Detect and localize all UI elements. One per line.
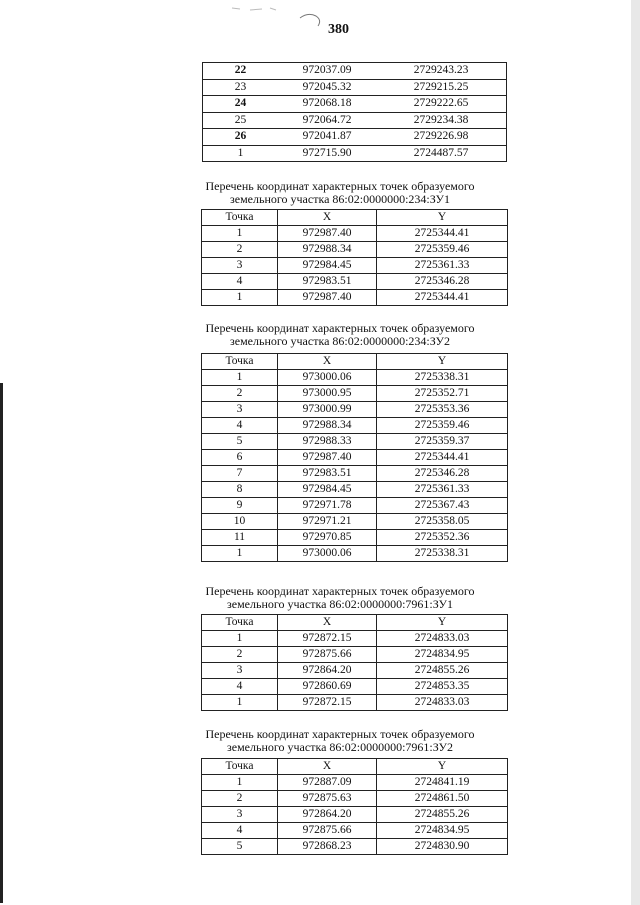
coordinates-table-7961-zu2 — [201, 758, 508, 855]
y-coordinate-cell: 2725359.37 — [377, 434, 508, 450]
y-coordinate-cell: 2724855.26 — [377, 807, 508, 823]
y-coordinate-cell: 2725338.31 — [377, 546, 508, 562]
table-body — [202, 775, 508, 855]
table-caption-234-zu1 — [150, 180, 530, 206]
point-number-cell: 1 — [202, 695, 278, 711]
table-row — [203, 129, 507, 146]
table-row — [202, 647, 508, 663]
table-row — [202, 402, 508, 418]
table-row — [202, 695, 508, 711]
table-caption-234-zu2 — [150, 322, 530, 348]
table-row — [202, 482, 508, 498]
coordinates-table-234-zu2 — [201, 353, 508, 562]
point-number-cell: 25 — [203, 112, 279, 129]
point-number-cell: 4 — [202, 274, 278, 290]
table-row — [202, 386, 508, 402]
caption-line-2: земельного участка 86:02:0000000:234:ЗУ1 — [230, 192, 450, 206]
y-coordinate-cell: 2724855.26 — [377, 663, 508, 679]
point-number-cell: 11 — [202, 530, 278, 546]
table-row — [202, 466, 508, 482]
x-coordinate-cell: 972872.15 — [278, 631, 377, 647]
table-row — [202, 663, 508, 679]
point-number-cell: 1 — [202, 546, 278, 562]
table-row — [202, 258, 508, 274]
table-row — [203, 79, 507, 96]
y-coordinate-cell: 2729234.38 — [376, 112, 507, 129]
table-row — [202, 226, 508, 242]
page-number: 380 — [328, 22, 349, 37]
point-number-cell: 23 — [203, 79, 279, 96]
header-row — [202, 210, 508, 226]
y-coordinate-cell: 2725344.41 — [377, 290, 508, 306]
table-body — [202, 370, 508, 562]
table-row — [202, 290, 508, 306]
point-number-cell: 9 — [202, 498, 278, 514]
caption-line-2: земельного участка 86:02:0000000:7961:ЗУ2 — [227, 740, 453, 754]
x-coordinate-cell: 972068.18 — [278, 96, 376, 113]
x-coordinate-cell: 972988.33 — [278, 434, 377, 450]
x-coordinate-cell: 972984.45 — [278, 258, 377, 274]
x-coordinate-cell: 972988.34 — [278, 418, 377, 434]
caption-line-1: Перечень координат характерных точек образуемого — [205, 179, 475, 193]
column-header-y: Y — [377, 354, 508, 370]
column-header-point: Точка — [202, 354, 278, 370]
x-coordinate-cell: 972983.51 — [278, 466, 377, 482]
point-number-cell: 1 — [202, 775, 278, 791]
point-number-cell: 4 — [202, 418, 278, 434]
y-coordinate-cell: 2724834.95 — [377, 823, 508, 839]
y-coordinate-cell: 2725346.28 — [377, 274, 508, 290]
scan-shadow-edge — [631, 0, 640, 905]
x-coordinate-cell: 972864.20 — [278, 807, 377, 823]
table-row — [202, 807, 508, 823]
point-number-cell: 1 — [202, 370, 278, 386]
column-header-y: Y — [377, 759, 508, 775]
y-coordinate-cell: 2725358.05 — [377, 514, 508, 530]
point-number-cell: 3 — [202, 402, 278, 418]
continuation-table-body — [203, 63, 507, 162]
y-coordinate-cell: 2724487.57 — [376, 145, 507, 162]
y-coordinate-cell: 2725346.28 — [377, 466, 508, 482]
x-coordinate-cell: 972875.63 — [278, 791, 377, 807]
point-number-cell: 3 — [202, 258, 278, 274]
point-number-cell: 1 — [202, 631, 278, 647]
x-coordinate-cell: 972987.40 — [278, 450, 377, 466]
table-row — [202, 514, 508, 530]
y-coordinate-cell: 2729226.98 — [376, 129, 507, 146]
x-coordinate-cell: 972868.23 — [278, 839, 377, 855]
table-row — [202, 418, 508, 434]
point-number-cell: 6 — [202, 450, 278, 466]
point-number-cell: 5 — [202, 434, 278, 450]
point-number-cell: 3 — [202, 807, 278, 823]
table-caption-7961-zu1 — [150, 585, 530, 611]
coordinates-table-7961-zu1 — [201, 614, 508, 711]
header-row — [202, 615, 508, 631]
point-number-cell: 10 — [202, 514, 278, 530]
header-row — [202, 759, 508, 775]
table-body — [202, 631, 508, 711]
x-coordinate-cell: 972864.20 — [278, 663, 377, 679]
x-coordinate-cell: 972875.66 — [278, 823, 377, 839]
y-coordinate-cell: 2725352.36 — [377, 530, 508, 546]
table-row — [203, 63, 507, 80]
table-row — [203, 96, 507, 113]
caption-line-1: Перечень координат характерных точек образуемого — [205, 584, 475, 598]
continuation-coordinates-table — [202, 62, 507, 162]
column-header-point: Точка — [202, 615, 278, 631]
point-number-cell: 2 — [202, 242, 278, 258]
table-row — [202, 450, 508, 466]
x-coordinate-cell: 972037.09 — [278, 63, 376, 80]
y-coordinate-cell: 2724833.03 — [377, 695, 508, 711]
table-row — [203, 112, 507, 129]
column-header-y: Y — [377, 615, 508, 631]
y-coordinate-cell: 2725359.46 — [377, 242, 508, 258]
y-coordinate-cell: 2724841.19 — [377, 775, 508, 791]
caption-line-1: Перечень координат характерных точек образуемого — [205, 727, 475, 741]
column-header-x: X — [278, 759, 377, 775]
table-row — [203, 145, 507, 162]
column-header-x: X — [278, 615, 377, 631]
x-coordinate-cell: 973000.06 — [278, 546, 377, 562]
x-coordinate-cell: 972045.32 — [278, 79, 376, 96]
y-coordinate-cell: 2725359.46 — [377, 418, 508, 434]
y-coordinate-cell: 2724833.03 — [377, 631, 508, 647]
table-row — [202, 370, 508, 386]
y-coordinate-cell: 2725352.71 — [377, 386, 508, 402]
x-coordinate-cell: 972872.15 — [278, 695, 377, 711]
x-coordinate-cell: 972041.87 — [278, 129, 376, 146]
y-coordinate-cell: 2725338.31 — [377, 370, 508, 386]
table-row — [202, 775, 508, 791]
y-coordinate-cell: 2724834.95 — [377, 647, 508, 663]
table-row — [202, 274, 508, 290]
y-coordinate-cell: 2725361.33 — [377, 482, 508, 498]
column-header-x: X — [278, 210, 377, 226]
y-coordinate-cell: 2725361.33 — [377, 258, 508, 274]
y-coordinate-cell: 2725344.41 — [377, 226, 508, 242]
y-coordinate-cell: 2725344.41 — [377, 450, 508, 466]
x-coordinate-cell: 972987.40 — [278, 290, 377, 306]
point-number-cell: 1 — [202, 290, 278, 306]
table-row — [202, 839, 508, 855]
table-row — [202, 679, 508, 695]
column-header-point: Точка — [202, 759, 278, 775]
x-coordinate-cell: 973000.06 — [278, 370, 377, 386]
table-header — [202, 615, 508, 631]
point-number-cell: 8 — [202, 482, 278, 498]
table-row — [202, 631, 508, 647]
point-number-cell: 2 — [202, 791, 278, 807]
coordinates-table-234-zu1 — [201, 209, 508, 306]
table-body — [202, 226, 508, 306]
table-row — [202, 791, 508, 807]
table-header — [202, 210, 508, 226]
table-row — [202, 546, 508, 562]
table-row — [202, 530, 508, 546]
scan-binding-edge — [0, 383, 3, 903]
y-coordinate-cell: 2725353.36 — [377, 402, 508, 418]
caption-line-2: земельного участка 86:02:0000000:234:ЗУ2 — [230, 334, 450, 348]
y-coordinate-cell: 2725367.43 — [377, 498, 508, 514]
table-row — [202, 434, 508, 450]
header-row — [202, 354, 508, 370]
point-number-cell: 3 — [202, 663, 278, 679]
y-coordinate-cell: 2724861.50 — [377, 791, 508, 807]
point-number-cell: 24 — [203, 96, 279, 113]
x-coordinate-cell: 972984.45 — [278, 482, 377, 498]
point-number-cell: 1 — [203, 145, 279, 162]
y-coordinate-cell: 2729243.23 — [376, 63, 507, 80]
y-coordinate-cell: 2724853.35 — [377, 679, 508, 695]
point-number-cell: 4 — [202, 823, 278, 839]
point-number-cell: 2 — [202, 647, 278, 663]
point-number-cell: 26 — [203, 129, 279, 146]
y-coordinate-cell: 2724830.90 — [377, 839, 508, 855]
point-number-cell: 7 — [202, 466, 278, 482]
x-coordinate-cell: 972971.78 — [278, 498, 377, 514]
x-coordinate-cell: 972971.21 — [278, 514, 377, 530]
caption-line-2: земельного участка 86:02:0000000:7961:ЗУ1 — [227, 597, 453, 611]
table-header — [202, 759, 508, 775]
x-coordinate-cell: 972715.90 — [278, 145, 376, 162]
y-coordinate-cell: 2729215.25 — [376, 79, 507, 96]
x-coordinate-cell: 972970.85 — [278, 530, 377, 546]
point-number-cell: 22 — [203, 63, 279, 80]
table-header — [202, 354, 508, 370]
table-row — [202, 823, 508, 839]
table-caption-7961-zu2 — [150, 728, 530, 754]
point-number-cell: 4 — [202, 679, 278, 695]
column-header-point: Точка — [202, 210, 278, 226]
x-coordinate-cell: 972987.40 — [278, 226, 377, 242]
x-coordinate-cell: 972983.51 — [278, 274, 377, 290]
point-number-cell: 2 — [202, 386, 278, 402]
y-coordinate-cell: 2729222.65 — [376, 96, 507, 113]
x-coordinate-cell: 972875.66 — [278, 647, 377, 663]
x-coordinate-cell: 972887.09 — [278, 775, 377, 791]
x-coordinate-cell: 972064.72 — [278, 112, 376, 129]
x-coordinate-cell: 972860.69 — [278, 679, 377, 695]
table-row — [202, 498, 508, 514]
table-row — [202, 242, 508, 258]
caption-line-1: Перечень координат характерных точек образуемого — [205, 321, 475, 335]
point-number-cell: 5 — [202, 839, 278, 855]
column-header-y: Y — [377, 210, 508, 226]
point-number-cell: 1 — [202, 226, 278, 242]
column-header-x: X — [278, 354, 377, 370]
x-coordinate-cell: 973000.95 — [278, 386, 377, 402]
x-coordinate-cell: 972988.34 — [278, 242, 377, 258]
x-coordinate-cell: 973000.99 — [278, 402, 377, 418]
